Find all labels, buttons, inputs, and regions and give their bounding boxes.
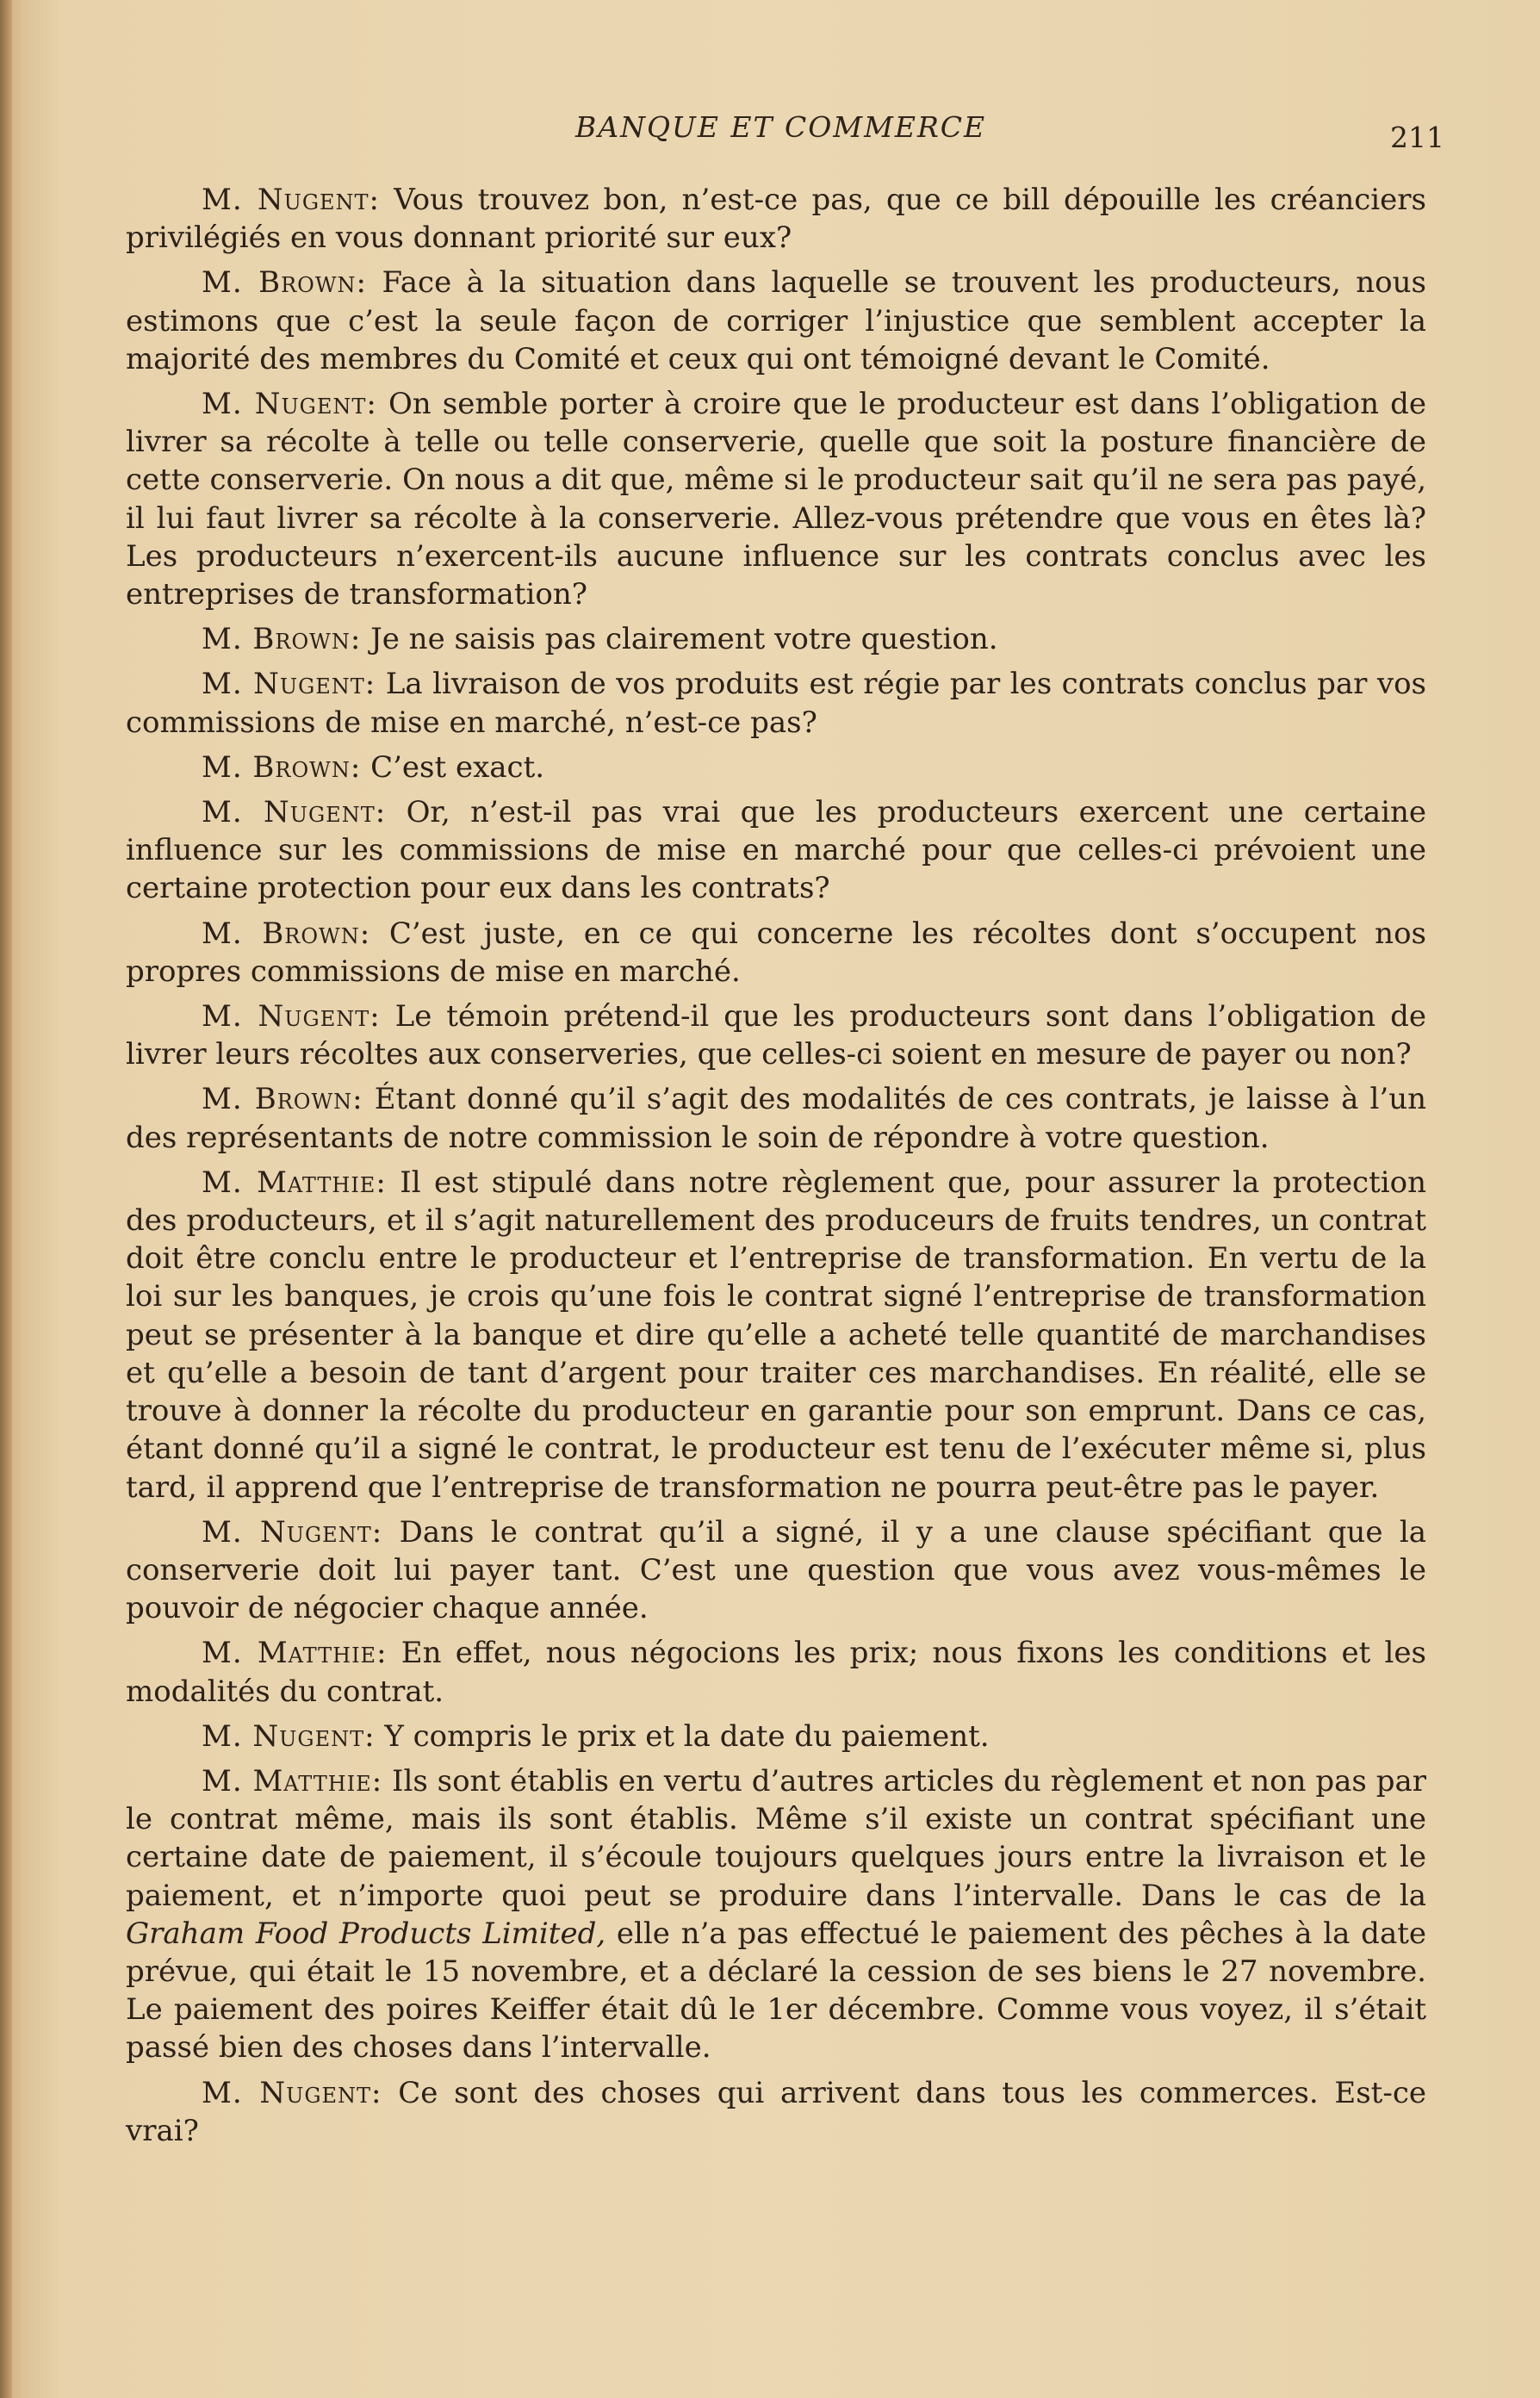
speaker-name: M. Matthie: <box>202 1636 388 1671</box>
paragraph <box>126 997 1426 1073</box>
speaker-name: M. Nugent: <box>202 667 376 702</box>
paragraph-text: Y compris le prix et la date du paiement. <box>384 1718 990 1754</box>
paragraph-text: C’est juste, en ce qui concerne les récoltes dont s’occupent nos propres commissions de mise en marché. <box>126 916 1426 989</box>
paragraph <box>126 665 1426 741</box>
paragraph <box>126 620 1426 658</box>
speaker-name: M. Brown: <box>202 749 362 785</box>
paragraph <box>126 1634 1426 1710</box>
paragraph-text: Or, n’est-il pas vrai que les producteurs exercent une certaine influence sur les commissions de mise en marché pour que celles-ci prévoient une certaine protection pour eux dans les contrats? <box>126 795 1426 906</box>
paragraph-text: C’est exact. <box>370 749 545 785</box>
speaker-name: M. Nugent: <box>202 387 377 422</box>
paragraph <box>126 264 1426 378</box>
running-title: BANQUE ET COMMERCE <box>575 110 987 144</box>
speaker-name: M. Nugent: <box>202 2075 382 2110</box>
speaker-name: M. Nugent: <box>202 795 387 830</box>
page-header <box>0 110 1540 162</box>
paragraph-text: Vous trouvez bon, n’est-ce pas, que ce bill dépouille les créanciers privilégiés en vous donnant priorité sur eux? <box>126 183 1426 256</box>
speaker-name: M. Nugent: <box>202 183 380 217</box>
paragraph-text: En effet, nous négocions les prix; nous fixons les conditions et les modalités du contrat. <box>126 1636 1426 1709</box>
paragraph <box>126 793 1426 908</box>
company-name: Graham Food Products Limited, <box>126 1916 606 1951</box>
paragraph-text: Ce sont des choses qui arrivent dans tous les commerces. Est-ce vrai? <box>126 2075 1426 2148</box>
paragraph-text: La livraison de vos produits est régie par les contrats conclus par vos commissions de mise en marché, n’est-ce pas? <box>126 667 1426 740</box>
speaker-name: M. Nugent: <box>202 1718 376 1754</box>
speaker-name: M. Brown: <box>202 622 362 657</box>
speaker-name: M. Brown: <box>202 916 371 951</box>
speaker-name: M. Nugent: <box>202 1514 383 1550</box>
paragraph-text: Ils sont établis en vertu d’autres articles du règlement et non pas par le contrat même, mais ils sont établis. Même s’il existe un contrat spécifiant une certaine date de paiement, il s’écoule toujours quelques jours entre la livraison et le paiement, et n’importe quoi peut se produire dans l’intervalle. Dans le cas de la <box>126 1763 1426 1913</box>
speaker-name: M. Matthie: <box>202 1763 383 1798</box>
paragraph <box>126 181 1426 257</box>
paragraph <box>126 1718 1426 1755</box>
paragraph-text: Dans le contrat qu’il a signé, il y a une clause spécifiant que la conserverie doit lui payer tant. C’est une question que vous avez vous-mêmes le pouvoir de négocier chaque année. <box>126 1514 1427 1626</box>
paragraph-text: Le témoin prétend-il que les producteurs sont dans l’obligation de livrer leurs récoltes aux conserveries, que celles-ci soient en mesure de payer ou non? <box>126 999 1426 1072</box>
body-text <box>126 181 1426 2157</box>
speaker-name: M. Matthie: <box>202 1165 387 1200</box>
speaker-name: M. Brown: <box>202 1082 363 1117</box>
paragraph-text: Face à la situation dans laquelle se trouvent les producteurs, nous estimons que c’est la seule façon de corriger l’injustice que semblent accepter la majorité des membres du Comité et ceux qui ont témoigné devant le Comité. <box>126 265 1426 376</box>
paragraph-text: On semble porter à croire que le producteur est dans l’obligation de livrer sa récolte à telle ou telle conserverie, quelle que soit la posture financière de cette conserverie. On nous a dit que, même si le producteur sait qu’il ne sera pas payé, il lui faut livrer sa récolte à la conserverie. Allez-vous prétendre que vous en êtes là? Les producteurs n’exercent-ils aucune influence sur les contrats conclus avec les entreprises de transformation? <box>126 387 1427 612</box>
book-spine-shadow <box>0 0 12 2398</box>
paragraph <box>126 2074 1426 2150</box>
speaker-name: M. Brown: <box>202 265 367 301</box>
paragraph <box>126 1164 1426 1507</box>
paragraph <box>126 1080 1426 1156</box>
page-number: 211 <box>1390 121 1444 154</box>
paragraph-text: elle n’a pas effectué le paiement des pêches à la date prévue, qui était le 15 novembre, et a déclaré la cession de ses biens le 27 novembre. Le paiement des poires Keiffer était dû le 1er décembre. Comme vous voyez, il s’était passé bien des choses dans l’intervalle. <box>126 1916 1426 2066</box>
paragraph <box>126 1762 1426 2067</box>
paragraph-text: Je ne saisis pas clairement votre question. <box>370 622 998 657</box>
paragraph-text: Il est stipulé dans notre règlement que, pour assurer la protection des producteurs, et il s’agit naturellement des produceurs de fruits tendres, un contrat doit être conclu entre le producteur et l’entreprise de transformation. En vertu de la loi sur les banques, je crois qu’une fois le contrat signé l’entreprise de transformation peut se présenter à la banque et dire qu’elle a acheté telle quantité de marchandises et qu’elle a besoin de tant d’argent pour traiter ces marchandises. En réalité, elle se trouve à donner la récolte du producteur en garantie pour son emprunt. Dans ce cas, étant donné qu’il a signé le contrat, le producteur est tenu de l’exécuter même si, plus tard, il apprend que l’entreprise de transformation ne pourra peut-être pas le payer. <box>126 1165 1427 1505</box>
paragraph <box>126 1513 1426 1628</box>
paragraph <box>126 915 1426 991</box>
paragraph <box>126 385 1426 613</box>
paragraph-text: Étant donné qu’il s’agit des modalités de ces contrats, je laisse à l’un des représentants de notre commission le soin de répondre à votre question. <box>126 1082 1426 1155</box>
paragraph <box>126 749 1426 786</box>
speaker-name: M. Nugent: <box>202 999 381 1034</box>
